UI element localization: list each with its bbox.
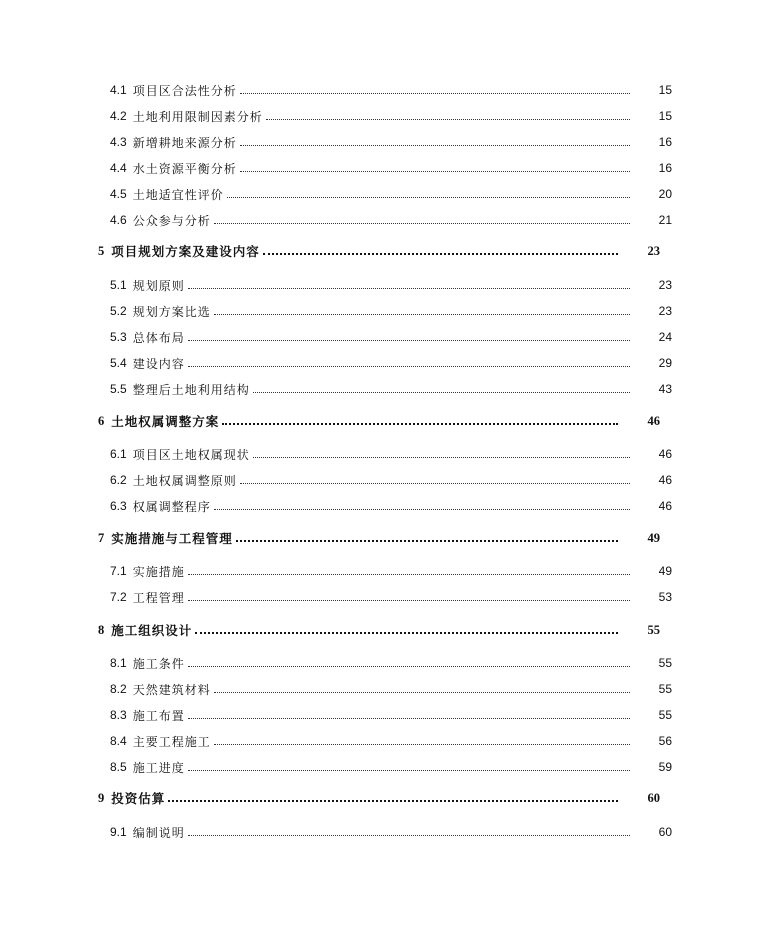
toc-entry-title: 项目规划方案及建设内容 [111, 244, 260, 259]
dot-leader [195, 631, 618, 634]
toc-section-entry[interactable] [0, 327, 772, 347]
toc-entry-page-number: 56 [658, 734, 672, 748]
toc-entry-page-number: 29 [658, 356, 672, 370]
toc-section-entry[interactable] [0, 757, 772, 777]
toc-entry-number: 5.4 [110, 356, 127, 370]
dot-leader [240, 482, 630, 484]
dot-leader [188, 599, 630, 601]
toc-entry-title: 规划原则 [132, 278, 185, 293]
toc-entry-page-number: 55 [658, 656, 672, 670]
toc-entry-number: 8.5 [110, 760, 127, 774]
toc-entry-title: 施工条件 [132, 656, 185, 671]
toc-section-entry[interactable] [0, 653, 772, 673]
toc-entry-page-number: 46 [647, 413, 660, 428]
toc-entry-title: 水土资源平衡分析 [132, 161, 237, 176]
dot-leader [240, 170, 630, 172]
toc-entry-title: 天然建筑材料 [132, 682, 211, 697]
dot-leader [253, 456, 630, 458]
dot-leader [188, 769, 630, 771]
toc-entry-title: 土地利用限制因素分析 [132, 109, 263, 124]
toc-entry-title: 公众参与分析 [132, 213, 211, 228]
toc-section-entry[interactable] [0, 132, 772, 152]
toc-section-entry[interactable] [0, 822, 772, 842]
dot-leader [188, 339, 630, 341]
toc-entry-page-number: 15 [658, 83, 672, 97]
toc-section-entry[interactable] [0, 353, 772, 373]
toc-entry-number: 7 [98, 530, 105, 545]
toc-entry-page-number: 23 [658, 278, 672, 292]
dot-leader [214, 691, 630, 693]
toc-entry-number: 5.3 [110, 330, 127, 344]
toc-entry-number: 8.3 [110, 708, 127, 722]
toc-entry-title: 施工组织设计 [111, 623, 193, 638]
toc-section-entry[interactable] [0, 561, 772, 581]
toc-entry-page-number: 43 [658, 382, 672, 396]
toc-entry-title: 项目区合法性分析 [132, 83, 237, 98]
toc-section-entry[interactable] [0, 444, 772, 464]
toc-entry-title: 规划方案比选 [132, 304, 211, 319]
dot-leader [188, 573, 630, 575]
dot-leader [214, 508, 630, 510]
dot-leader [227, 196, 630, 198]
toc-section-entry[interactable] [0, 80, 772, 100]
toc-section-entry[interactable] [0, 496, 772, 516]
dot-leader [188, 665, 630, 667]
toc-section-entry[interactable] [0, 210, 772, 230]
toc-entry-page-number: 23 [647, 243, 660, 258]
toc-entry-title: 投资估算 [111, 791, 166, 806]
toc-entry-number: 5 [98, 243, 105, 258]
toc-section-entry[interactable] [0, 731, 772, 751]
toc-section-entry[interactable] [0, 679, 772, 699]
dot-leader [214, 743, 630, 745]
toc-entry-number: 4.4 [110, 161, 127, 175]
toc-entry-number: 7.1 [110, 564, 127, 578]
toc-entry-title: 实施措施与工程管理 [111, 531, 233, 546]
toc-section-entry[interactable] [0, 275, 772, 295]
toc-entry-number: 8.1 [110, 656, 127, 670]
toc-entry-page-number: 55 [658, 682, 672, 696]
toc-entry-number: 4.5 [110, 187, 127, 201]
dot-leader [188, 365, 630, 367]
toc-chapter-entry[interactable] [0, 241, 760, 261]
toc-entry-number: 6.1 [110, 447, 127, 461]
toc-section-entry[interactable] [0, 158, 772, 178]
toc-entry-number: 5.5 [110, 382, 127, 396]
toc-entry-page-number: 49 [658, 564, 672, 578]
toc-chapter-entry[interactable] [0, 528, 760, 548]
toc-entry-page-number: 16 [658, 161, 672, 175]
toc-entry-number: 9.1 [110, 825, 127, 839]
toc-entry-page-number: 55 [658, 708, 672, 722]
dot-leader [253, 391, 630, 393]
toc-entry-page-number: 16 [658, 135, 672, 149]
toc-entry-number: 4.2 [110, 109, 127, 123]
toc-entry-page-number: 23 [658, 304, 672, 318]
toc-entry-page-number: 15 [658, 109, 672, 123]
toc-entry-title: 主要工程施工 [132, 734, 211, 749]
toc-entry-page-number: 53 [658, 590, 672, 604]
toc-entry-number: 6 [98, 413, 105, 428]
toc-entry-title: 土地权属调整方案 [111, 414, 220, 429]
toc-entry-page-number: 46 [658, 499, 672, 513]
toc-entry-number: 8.2 [110, 682, 127, 696]
dot-leader [188, 834, 630, 836]
toc-section-entry[interactable] [0, 106, 772, 126]
dot-leader [188, 287, 630, 289]
toc-section-entry[interactable] [0, 587, 772, 607]
toc-entry-title: 编制说明 [132, 825, 185, 840]
toc-entry-title: 施工布置 [132, 708, 185, 723]
toc-entry-title: 建设内容 [132, 356, 185, 371]
toc-entry-number: 7.2 [110, 590, 127, 604]
toc-entry-page-number: 20 [658, 187, 672, 201]
toc-entry-number: 4.6 [110, 213, 127, 227]
toc-entry-title: 项目区土地权属现状 [132, 447, 250, 462]
toc-entry-number: 9 [98, 790, 105, 805]
toc-entry-title: 施工进度 [132, 760, 185, 775]
toc-entry-number: 8 [98, 622, 105, 637]
toc-entry-title: 总体布局 [132, 330, 185, 345]
dot-leader [240, 144, 630, 146]
toc-section-entry[interactable] [0, 470, 772, 490]
toc-entry-title: 土地权属调整原则 [132, 473, 237, 488]
dot-leader [236, 539, 618, 542]
toc-entry-title: 工程管理 [132, 590, 185, 605]
toc-entry-number: 5.2 [110, 304, 127, 318]
toc-entry-page-number: 55 [647, 622, 660, 637]
toc-entry-number: 6.3 [110, 499, 127, 513]
dot-leader [266, 118, 630, 120]
toc-entry-number: 5.1 [110, 278, 127, 292]
toc-entry-title: 权属调整程序 [132, 499, 211, 514]
toc-entry-number: 6.2 [110, 473, 127, 487]
dot-leader [263, 252, 618, 255]
dot-leader [240, 92, 630, 94]
toc-section-entry[interactable] [0, 705, 772, 725]
toc-entry-page-number: 24 [658, 330, 672, 344]
toc-section-entry[interactable] [0, 379, 772, 399]
toc-entry-page-number: 60 [647, 790, 660, 805]
toc-entry-page-number: 49 [647, 530, 660, 545]
toc-entry-title: 整理后土地利用结构 [132, 382, 250, 397]
toc-chapter-entry[interactable] [0, 788, 760, 808]
toc-entry-number: 4.1 [110, 83, 127, 97]
dot-leader [188, 717, 630, 719]
toc-entry-number: 8.4 [110, 734, 127, 748]
toc-section-entry[interactable] [0, 301, 772, 321]
toc-chapter-entry[interactable] [0, 620, 760, 640]
toc-entry-title: 土地适宜性评价 [132, 187, 224, 202]
toc-entry-page-number: 46 [658, 473, 672, 487]
toc-entry-number: 4.3 [110, 135, 127, 149]
toc-section-entry[interactable] [0, 184, 772, 204]
toc-entry-title: 新增耕地来源分析 [132, 135, 237, 150]
toc-entry-page-number: 59 [658, 760, 672, 774]
toc-entry-page-number: 21 [658, 213, 672, 227]
dot-leader [214, 222, 630, 224]
toc-entry-page-number: 46 [658, 447, 672, 461]
dot-leader [222, 422, 618, 425]
toc-chapter-entry[interactable] [0, 411, 760, 431]
dot-leader [168, 799, 618, 802]
dot-leader [214, 313, 630, 315]
toc-entry-title: 实施措施 [132, 564, 185, 579]
toc-entry-page-number: 60 [658, 825, 672, 839]
